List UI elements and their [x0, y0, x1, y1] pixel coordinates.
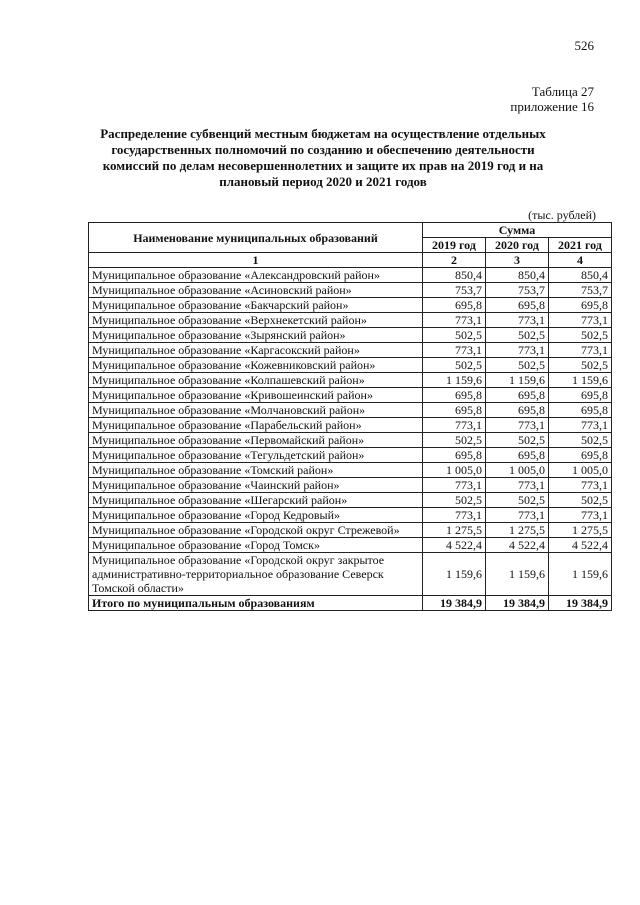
units-note: (тыс. рублей)	[528, 208, 596, 222]
amount-2021: 753,7	[548, 283, 611, 298]
page-number: 526	[574, 38, 594, 53]
subvention-table	[88, 222, 612, 611]
amount-2019: 773,1	[422, 313, 485, 328]
amount-2019: 502,5	[422, 328, 485, 343]
amount-2020: 773,1	[485, 313, 548, 328]
amount-2019: 4 522,4	[422, 538, 485, 553]
amount-2020: 502,5	[485, 493, 548, 508]
amount-2021: 773,1	[548, 343, 611, 358]
amount-2020: 502,5	[485, 433, 548, 448]
municipality-name: Муниципальное образование «Кожевниковский район»	[89, 358, 423, 373]
municipality-name: Муниципальное образование «Бакчарский район»	[89, 298, 423, 313]
amount-2020: 1 005,0	[485, 463, 548, 478]
column-index: 3	[485, 253, 548, 268]
amount-2019: 773,1	[422, 508, 485, 523]
amount-2019: 695,8	[422, 388, 485, 403]
municipality-name: Муниципальное образование «Томский район»	[89, 463, 423, 478]
municipality-name: Муниципальное образование «Каргасокский район»	[89, 343, 423, 358]
table-row	[89, 373, 612, 388]
amount-2020: 773,1	[485, 343, 548, 358]
municipality-name: Муниципальное образование «Парабельский район»	[89, 418, 423, 433]
amount-2019: 1 275,5	[422, 523, 485, 538]
amount-2021: 502,5	[548, 493, 611, 508]
municipality-name: Муниципальное образование «Александровский район»	[89, 268, 423, 283]
municipality-name: Муниципальное образование «Тегульдетский район»	[89, 448, 423, 463]
amount-2020: 695,8	[485, 403, 548, 418]
amount-2019: 695,8	[422, 298, 485, 313]
amount-2019: 773,1	[422, 343, 485, 358]
table-row	[89, 343, 612, 358]
amount-2019: 1 159,6	[422, 553, 485, 596]
table-row	[89, 433, 612, 448]
amount-2019: 1 159,6	[422, 373, 485, 388]
table-body	[89, 268, 612, 611]
municipality-name: Муниципальное образование «Верхнекетский район»	[89, 313, 423, 328]
amount-2021: 502,5	[548, 358, 611, 373]
amount-2021: 695,8	[548, 403, 611, 418]
table-row	[89, 448, 612, 463]
amount-2019: 753,7	[422, 283, 485, 298]
header-sum: Сумма	[422, 223, 611, 238]
municipality-name: Муниципальное образование «Первомайский район»	[89, 433, 423, 448]
amount-2020: 695,8	[485, 388, 548, 403]
table-row	[89, 463, 612, 478]
total-2020: 19 384,9	[485, 596, 548, 611]
amount-2019: 773,1	[422, 478, 485, 493]
header-year-2021: 2021 год	[548, 238, 611, 253]
municipality-name: Муниципальное образование «Молчановский район»	[89, 403, 423, 418]
column-index: 4	[548, 253, 611, 268]
header-year-2020: 2020 год	[485, 238, 548, 253]
total-row	[89, 596, 612, 611]
amount-2020: 695,8	[485, 298, 548, 313]
amount-2020: 850,4	[485, 268, 548, 283]
table-row	[89, 523, 612, 538]
amount-2020: 502,5	[485, 328, 548, 343]
municipality-name: Муниципальное образование «Кривошеинский район»	[89, 388, 423, 403]
table-row	[89, 268, 612, 283]
municipality-name: Муниципальное образование «Город Кедровый»	[89, 508, 423, 523]
amount-2021: 850,4	[548, 268, 611, 283]
amount-2019: 502,5	[422, 493, 485, 508]
municipality-name: Муниципальное образование «Зырянский район»	[89, 328, 423, 343]
column-index: 2	[422, 253, 485, 268]
total-2021: 19 384,9	[548, 596, 611, 611]
amount-2019: 773,1	[422, 418, 485, 433]
amount-2021: 695,8	[548, 388, 611, 403]
amount-2021: 1 159,6	[548, 373, 611, 388]
amount-2021: 773,1	[548, 478, 611, 493]
table-row	[89, 328, 612, 343]
table-row	[89, 493, 612, 508]
amount-2019: 695,8	[422, 403, 485, 418]
amount-2021: 773,1	[548, 313, 611, 328]
amount-2020: 1 159,6	[485, 373, 548, 388]
amount-2020: 1 275,5	[485, 523, 548, 538]
total-label: Итого по муниципальным образованиям	[89, 596, 423, 611]
header-year-2019: 2019 год	[422, 238, 485, 253]
amount-2021: 695,8	[548, 298, 611, 313]
municipality-name: Муниципальное образование «Городской округ закрытое административно-территориальное образование Северск Томской области»	[89, 553, 423, 596]
municipality-name: Муниципальное образование «Колпашевский район»	[89, 373, 423, 388]
amount-2020: 4 522,4	[485, 538, 548, 553]
amount-2019: 502,5	[422, 358, 485, 373]
amount-2020: 753,7	[485, 283, 548, 298]
amount-2020: 695,8	[485, 448, 548, 463]
amount-2020: 773,1	[485, 508, 548, 523]
table-row	[89, 358, 612, 373]
table-row	[89, 553, 612, 596]
amount-2020: 1 159,6	[485, 553, 548, 596]
amount-2021: 502,5	[548, 433, 611, 448]
table-row	[89, 283, 612, 298]
amount-2020: 773,1	[485, 478, 548, 493]
municipality-name: Муниципальное образование «Асиновский район»	[89, 283, 423, 298]
table-row	[89, 313, 612, 328]
table-row	[89, 298, 612, 313]
municipality-name: Муниципальное образование «Городской округ Стрежевой»	[89, 523, 423, 538]
amount-2021: 773,1	[548, 418, 611, 433]
column-index: 1	[89, 253, 423, 268]
amount-2019: 502,5	[422, 433, 485, 448]
amount-2021: 1 159,6	[548, 553, 611, 596]
amount-2019: 1 005,0	[422, 463, 485, 478]
table-row	[89, 388, 612, 403]
amount-2020: 773,1	[485, 418, 548, 433]
header-name: Наименование муниципальных образований	[89, 223, 423, 253]
table-row	[89, 418, 612, 433]
municipality-name: Муниципальное образование «Шегарский район»	[89, 493, 423, 508]
total-2019: 19 384,9	[422, 596, 485, 611]
column-index-row	[89, 253, 612, 268]
amount-2021: 1 005,0	[548, 463, 611, 478]
table-row	[89, 478, 612, 493]
table-reference	[510, 84, 594, 114]
amount-2021: 695,8	[548, 448, 611, 463]
municipality-name: Муниципальное образование «Чаинский район»	[89, 478, 423, 493]
table-number: Таблица 27	[531, 84, 594, 99]
amount-2021: 502,5	[548, 328, 611, 343]
header-row	[89, 223, 612, 238]
amount-2021: 1 275,5	[548, 523, 611, 538]
amount-2019: 850,4	[422, 268, 485, 283]
amount-2020: 502,5	[485, 358, 548, 373]
amount-2021: 773,1	[548, 508, 611, 523]
table-row	[89, 538, 612, 553]
table-row	[89, 508, 612, 523]
amount-2019: 695,8	[422, 448, 485, 463]
appendix-number: приложение 16	[510, 99, 594, 114]
municipality-name: Муниципальное образование «Город Томск»	[89, 538, 423, 553]
document-title: Распределение субвенций местным бюджетам на осуществление отдельных государственных полномочий по созданию и обеспечению деятельности комиссий по делам несовершеннолетних и защите их прав на 2019 год и на плановый период 2020 и 2021 годов	[100, 126, 546, 189]
amount-2021: 4 522,4	[548, 538, 611, 553]
table-row	[89, 403, 612, 418]
